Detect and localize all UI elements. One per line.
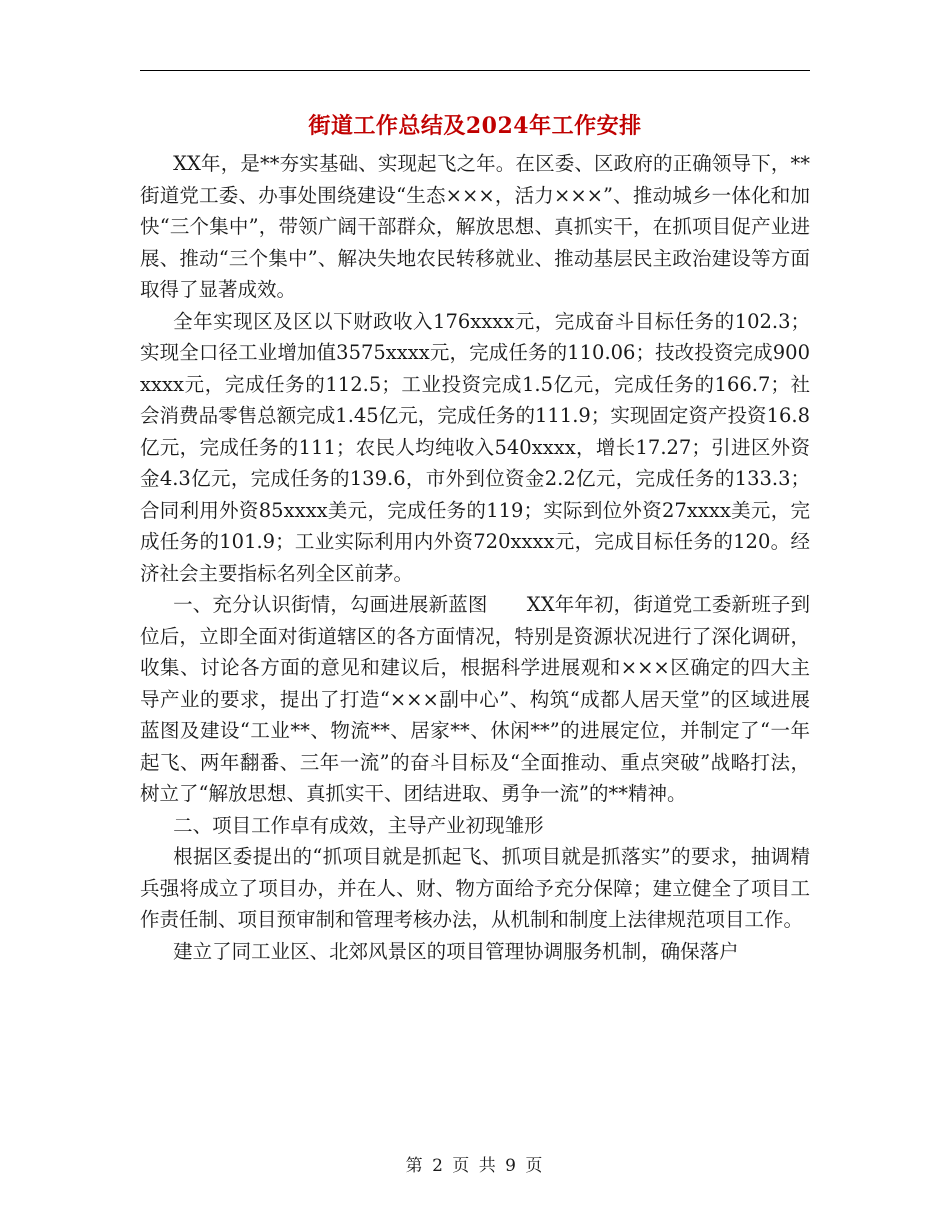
paragraph-intro: XX年，是**夯实基础、实现起飞之年。在区委、区政府的正确领导下，**街道党工委、办事处围绕建设“生态×××，活力×××”、推动城乡一体化和加快“三个集中”，带领广阔干部群众，解放思想、真抓实干，在抓项目促产业进展、推动“三个集中”、解决失地农民转移就业、推动基层民主政治建设等方面取得了显著成效。 [140, 152, 810, 301]
section-heading-two: 二、项目工作卓有成效，主导产业初现雏形 [173, 813, 544, 837]
paragraph-statistics: 全年实现区及区以下财政收入176xxxx元，完成奋斗目标任务的102.3；实现全口径工业增加值3575xxxx元，完成任务的110.06；技改投资完成900xxxx元，完成任务的112.5；工业投资完成1.5亿元，完成任务的166.7；社会消费品零售总额完成1.45亿元，完成任务的111.9；实现固定资产投资16.8亿元，完成任务的111；农民人均纯收入540xxxx，增长17.27；引进区外资金4.3亿元，完成任务的139.6，市外到位资金2.2亿元，完成任务的133.3；合同利用外资85xxxx美元，完成任务的119；实际到位外资27xxxx美元，完成任务的101.9；工业实际利用内外资720xxxx元，完成目标任务的120。经济社会主要指标名列全区前茅。 [140, 309, 810, 585]
document-body [140, 148, 810, 967]
document-title: 街道工作总结及2024年工作安排 [308, 113, 642, 139]
paragraph-project-office: 根据区委提出的“抓项目就是抓起飞、抓项目就是抓落实”的要求，抽调精兵强将成立了项目办，并在人、财、物方面给予充分保障；建立健全了项目工作责任制、项目预审制和管理考核办法，从机制和制度上法律规范项目工作。 [140, 845, 810, 931]
paragraph-section-one: 一、充分认识街情，勾画进展新蓝图 XX年年初，街道党工委新班子到位后，立即全面对街道辖区的各方面情况，特别是资源状况进行了深化调研，收集、讨论各方面的意见和建议后，根据科学进展观和×××区确定的四大主导产业的要求，提出了打造“×××副中心”、构筑“成都人居天堂”的区域进展蓝图及建设“工业**、物流**、居家**、休闲**”的进展定位，并制定了“一年起飞、两年翻番、三年一流”的奋斗目标及“全面推动、重点突破”战略打法，树立了“解放思想、真抓实干、团结进取、勇争一流”的**精神。 [140, 593, 810, 805]
paragraph-coordination: 建立了同工业区、北郊风景区的项目管理协调服务机制，确保落户 [173, 939, 739, 963]
page-number-footer: 第 2 页 共 9 页 [405, 1156, 545, 1176]
header-rule [140, 70, 810, 71]
